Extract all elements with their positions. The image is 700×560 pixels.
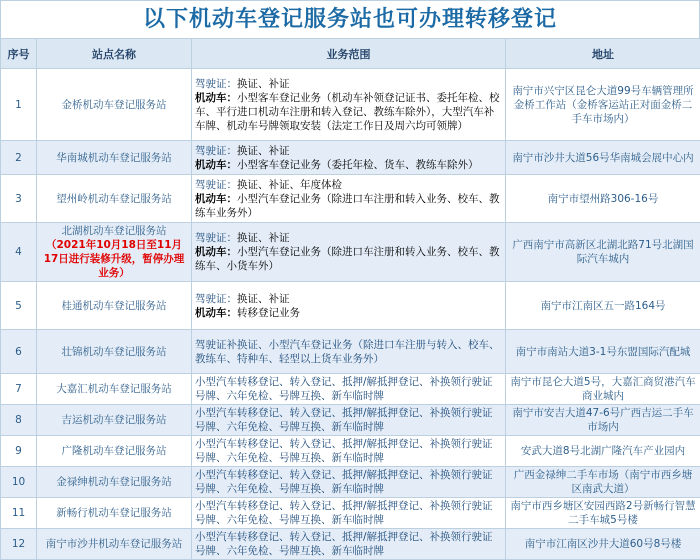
station-table [0,38,700,560]
license-services: 换证、补证、年度体检 [237,179,342,191]
row-seq: 7 [1,374,37,405]
vehicle-services: 小型客车登记业务（委托年检、货车、教练车除外） [237,159,479,171]
table-row [1,282,700,330]
row-station-name: 桂通机动车登记服务站 [37,282,192,330]
row-station-name: 壮锦机动车登记服务站 [37,330,192,374]
row-seq: 8 [1,405,37,436]
row-scope [192,282,506,330]
vehicle-services: 小型汽车登记业务（除进口车注册和转入业务、校车、教练车业务外） [195,193,500,219]
table-row [1,436,700,467]
row-address: 南宁市兴宁区昆仑大道99号车辆管理所金桥工作站（金桥客运站正对面金桥二手车市场内） [506,69,700,141]
row-station-name: 金桥机动车登记服务站 [37,69,192,141]
row-address: 南宁市沙井大道56号华南城会展中心内 [506,141,700,175]
row-scope: 小型汽车转移登记、转入登记、抵押/解抵押登记、补换领行驶证号牌、六年免检、号牌互换、新车临时牌 [192,498,506,529]
row-address: 广西金禄绅二手车市场（南宁市西乡塘区南武大道） [506,467,700,498]
table-row [1,374,700,405]
row-address: 安武大道8号北湖广隆汽车产业园内 [506,436,700,467]
license-services: 换证、补证 [237,293,290,305]
row-address: 南宁市望州路306-16号 [506,175,700,223]
header-scope: 业务范围 [192,39,506,69]
row-scope: 小型汽车转移登记、转入登记、抵押/解抵押登记、补换领行驶证号牌、六年免检、号牌互换、新车临时牌 [192,529,506,560]
vehicle-label: 机动车： [195,92,237,104]
row-address: 南宁市昆仑大道5号，大嘉汇商贸港汽车商业城内 [506,374,700,405]
table-row [1,223,700,282]
row-station-name: 广隆机动车登记服务站 [37,436,192,467]
row-seq: 5 [1,282,37,330]
vehicle-label: 机动车： [195,193,237,205]
row-station-name: 吉运机动车登记服务站 [37,405,192,436]
row-seq: 3 [1,175,37,223]
row-seq: 2 [1,141,37,175]
row-station-name: 华南城机动车登记服务站 [37,141,192,175]
row-seq: 10 [1,467,37,498]
vehicle-services: 转移登记业务 [237,307,300,319]
license-services: 换证、补证 [237,232,290,244]
row-address: 南宁市安吉大道47-6号广西吉运二手车市场内 [506,405,700,436]
row-scope [192,69,506,141]
row-station-name: 望州岭机动车登记服务站 [37,175,192,223]
row-scope [192,141,506,175]
row-scope [192,223,506,282]
license-label: 驾驶证： [195,179,237,191]
row-address: 广西南宁市高新区北湖北路71号北湖国际汽车城内 [506,223,700,282]
closure-notice: （2021年10月18日至11月17日进行装修升级，暂停办理业务） [40,238,188,280]
table-row [1,467,700,498]
license-label: 驾驶证： [195,232,237,244]
license-label: 驾驶证： [195,145,237,157]
row-address: 南宁市江南区五一路164号 [506,282,700,330]
row-seq: 9 [1,436,37,467]
row-address: 南宁市南站大道3-1号东盟国际汽配城 [506,330,700,374]
row-seq: 12 [1,529,37,560]
table-row [1,529,700,560]
row-station-name [37,223,192,282]
license-services: 换证、补证 [237,78,290,90]
row-scope: 小型汽车转移登记、转入登记、抵押/解抵押登记、补换领行驶证号牌、六年免检、号牌互换、新车临时牌 [192,405,506,436]
row-scope: 小型汽车转移登记、转入登记、抵押/解抵押登记、补换领行驶证号牌、六年免检、号牌互换、新车临时牌 [192,467,506,498]
license-label: 驾驶证： [195,293,237,305]
row-scope: 小型汽车转移登记、转入登记、抵押/解抵押登记、补换领行驶证号牌、六年免检、号牌互换、新车临时牌 [192,374,506,405]
row-station-name: 大嘉汇机动车登记服务站 [37,374,192,405]
vehicle-services: 小型汽车登记业务（除进口车注册和转入业务、校车、教练车、小货车外） [195,246,500,272]
vehicle-label: 机动车： [195,307,237,319]
table-header-row [1,39,700,69]
table-row [1,498,700,529]
row-seq: 11 [1,498,37,529]
row-scope: 小型汽车转移登记、转入登记、抵押/解抵押登记、补换领行驶证号牌、六年免检、号牌互换、新车临时牌 [192,436,506,467]
table-row [1,69,700,141]
page-title: 以下机动车登记服务站也可办理转移登记 [0,0,700,38]
row-address: 南宁市西乡塘区安园西路2号新畅行智慧二手车城5号楼 [506,498,700,529]
vehicle-label: 机动车： [195,246,237,258]
row-seq: 6 [1,330,37,374]
row-scope: 驾驶证补换证、小型汽车登记业务（除进口车注册与转入、校车、教练车、特种车、轻型以上货车业务外） [192,330,506,374]
row-station-name: 南宁市沙井机动车登记服务站 [37,529,192,560]
header-name: 站点名称 [37,39,192,69]
station-name-text: 北湖机动车登记服务站 [62,225,167,237]
row-scope [192,175,506,223]
header-seq: 序号 [1,39,37,69]
row-seq: 4 [1,223,37,282]
license-services: 换证、补证 [237,145,290,157]
table-row [1,175,700,223]
table-row [1,330,700,374]
row-station-name: 金禄绅机动车登记服务站 [37,467,192,498]
row-address: 南宁市江南区沙井大道60号8号楼 [506,529,700,560]
table-row [1,405,700,436]
license-label: 驾驶证： [195,78,237,90]
row-station-name: 新畅行机动车登记服务站 [37,498,192,529]
table-row [1,141,700,175]
vehicle-services: 小型客车登记业务（机动车补领登记证书、委托年检、校车、平行进口机动车注册和转入登记、教练车除外），大型汽车补车牌、机动车号牌领取安装（法定工作日及周六均可领牌） [195,92,500,132]
vehicle-label: 机动车： [195,159,237,171]
header-address: 地址 [506,39,700,69]
row-seq: 1 [1,69,37,141]
